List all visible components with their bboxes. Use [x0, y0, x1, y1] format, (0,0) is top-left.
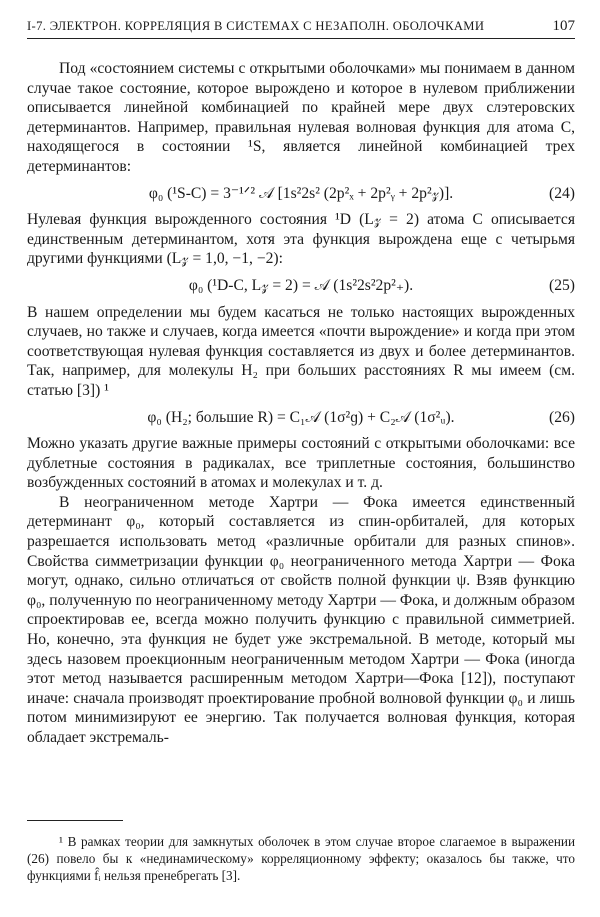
paragraph-4: Можно указать другие важные примеры состояний с открытыми оболочками: все дублетные состояния в радикалах, все триплетные состояния, большинство возбужденных состояний в атомах и молекулах и т. д. [27, 435, 575, 492]
equation-24-number: (24) [549, 184, 575, 202]
equation-24-expression: φ₀ (¹S-C) = 3⁻¹ᐟ² 𝒜 [1s²2s² (2p²ₓ + 2p²ᵧ + 2p²𝓏)]. [148, 184, 454, 202]
paragraph-5: В неограниченном методе Хартри — Фока имеется единственный детерминант φ₀, который составляется из спин-орбиталей, для которых разрешается использовать метод «различные орбитали для разных спинов». Свойства симметризации функции φ₀ неограниченного метода Хартри — Фока могут, однако, сильно отличаться от свойств полной функции ψ. Взяв функцию φ₀, полученную по неограниченному методу Хартри — Фока, и должным образом спроектировав ее, всегда можно получить функцию с правильной симметрией. Но, конечно, эта функция не будет уже экстремальной. В методе, который мы здесь назовем проекционным неограниченным методом Хартри — Фока (иногда этот метод называется расширенным методом Хартри—Фока [12]), поступают иначе: сначала производят проектирование пробной волновой функции φ₀ и лишь потом минимизируют ее энергию. Так получается волновая функция, которая обладает экстремаль- [27, 493, 575, 746]
footnote-1: ¹ В рамках теории для замкнутых оболочек в этом случае второе слагаемое в выражении (26) повело бы к «нединамическому» корреляционному эффекту; оказалось бы также, что функциями f̂ᵢ нельзя пренебрегать [3]. [27, 834, 575, 883]
paragraph-3: В нашем определении мы будем касаться не только настоящих вырожденных случаев, но также и случаев, когда имеется «почти вырождение» и когда при этом соответствующая нулевая функция составляется из двух и более детерминантов. Так, например, для молекулы H₂ при больших расстояниях R мы имеем (см. статью [3]) ¹ [27, 303, 575, 399]
equation-25-number: (25) [549, 276, 575, 294]
footnotes [27, 820, 575, 884]
header-rule [27, 38, 575, 39]
paragraph-2: Нулевая функция вырожденного состояния ¹D (L𝓏 = 2) атома C описывается единственным детерминантом, хотя эта функция вырождена еще с четырьмя другими функциями (L𝓏 = 1,0, −1, −2): [27, 211, 575, 268]
running-title: I-7. ЭЛЕКТРОН. КОРРЕЛЯЦИЯ В СИСТЕМАХ С НЕЗАПОЛН. ОБОЛОЧКАМИ [27, 19, 485, 33]
running-header [27, 18, 575, 36]
equation-26 [27, 408, 575, 428]
equation-26-expression: φ₀ (H₂; большие R) = C₁𝒜 (1σ²ɡ) + C₂𝒜 (1σ²ᵤ). [147, 408, 455, 426]
equation-24 [27, 184, 575, 204]
main-text [27, 59, 575, 748]
equation-25-expression: φ₀ (¹D-C, L𝓏 = 2) = 𝒜 (1s²2s²2p²₊). [188, 276, 414, 294]
page-number: 107 [552, 18, 575, 34]
paragraph-1: Под «состоянием системы с открытыми оболочками» мы понимаем в данном случае такое состояние, которое вырождено и которое в нулевом приближении описывается линейной комбинацией по крайней мере двух слэтеровских детерминантов. Например, правильная нулевая волновая функция для атома C, находящегося в состоянии ¹S, является линейной комбинацией трех детерминантов: [27, 60, 575, 175]
footnote-rule [27, 820, 123, 821]
book-page [27, 18, 575, 883]
equation-26-number: (26) [549, 408, 575, 426]
equation-25 [27, 276, 575, 296]
